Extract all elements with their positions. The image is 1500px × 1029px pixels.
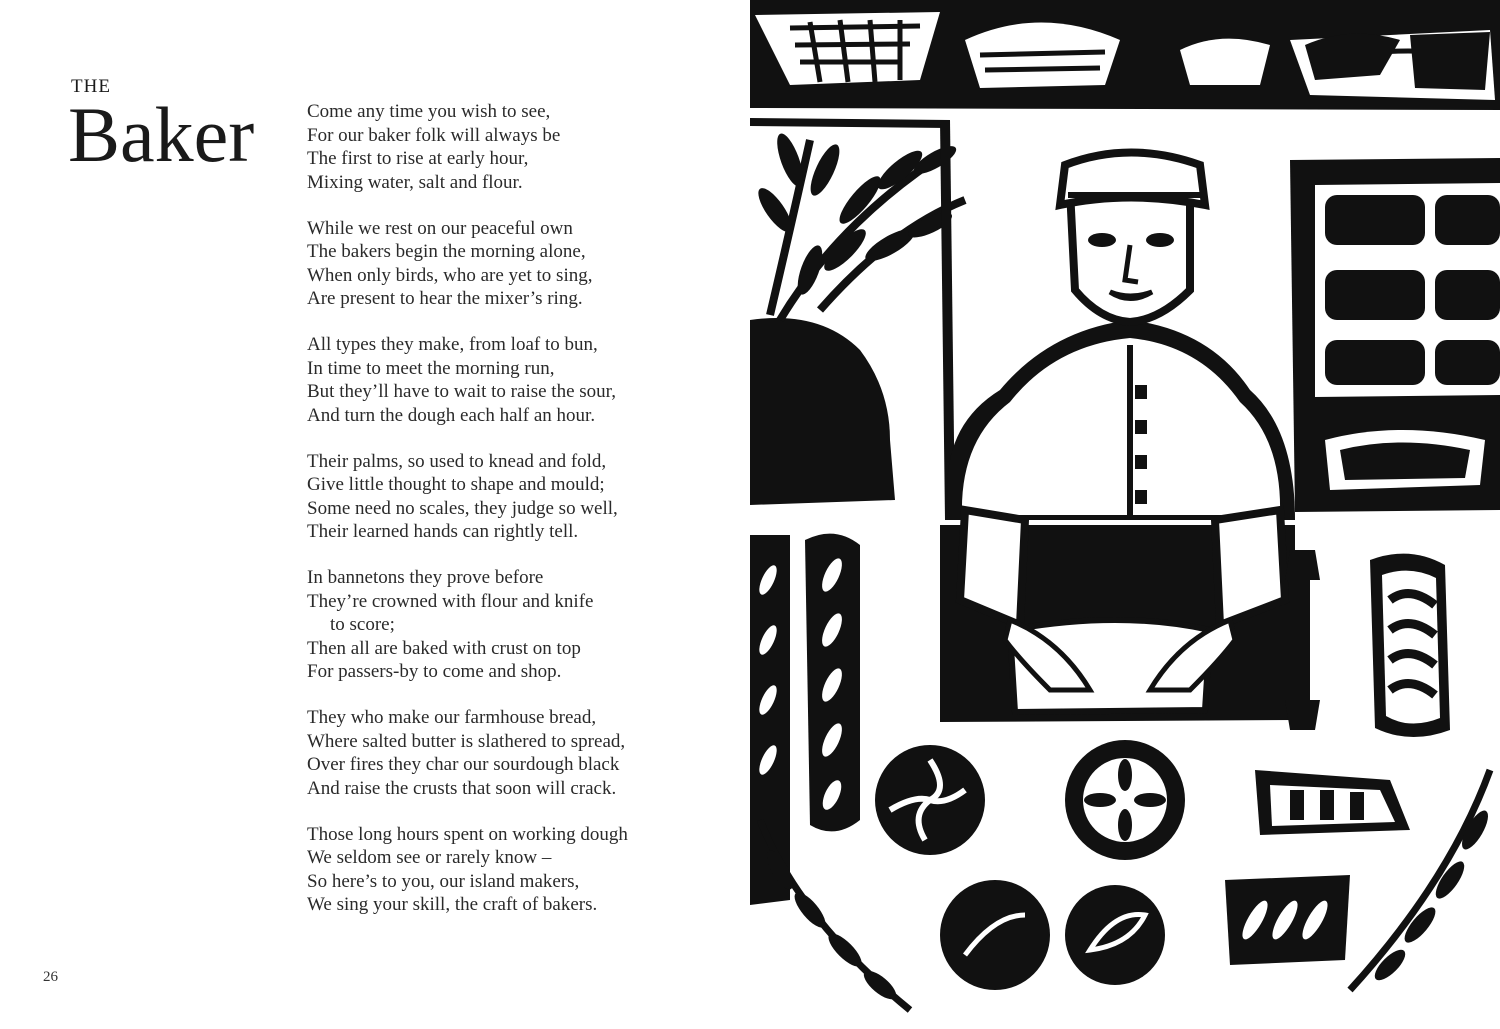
round-loaves [875, 740, 1185, 990]
poem-line: Where salted butter is slathered to spread, [307, 730, 626, 752]
vase [750, 318, 895, 505]
poem-line: But they’ll have to wait to raise the sour, [307, 381, 616, 402]
poem-line: For passers-by to come and shop. [307, 661, 562, 682]
poem-line: Come any time you wish to see, [307, 101, 551, 122]
page-title: Baker [68, 91, 255, 178]
poem-line: We seldom see or rarely know – [307, 847, 552, 868]
poem-line: All types they make, from loaf to bun, [307, 334, 598, 355]
stanza [307, 823, 707, 917]
title-prefix: THE [71, 76, 111, 97]
poem-line: Mixing water, salt and flour. [307, 171, 523, 193]
poem-line: Over fires they char our sourdough black [307, 754, 620, 775]
stanza [307, 217, 707, 311]
poem-line: And raise the crusts that soon will crack. [307, 777, 617, 799]
baker-linocut-illustration [750, 0, 1500, 1029]
poem-line: When only birds, who are yet to sing, [307, 264, 593, 286]
poem-line: So here’s to you, our island makers, [307, 870, 580, 892]
poem-line: They’re crowned with flour and knife [307, 590, 594, 612]
sliced-loaf [1255, 770, 1410, 835]
baguettes [750, 534, 860, 905]
poem-line: We sing your skill, the craft of bakers. [307, 894, 598, 915]
stanza [307, 333, 707, 427]
tin-loaf [1225, 875, 1350, 965]
poem [307, 100, 707, 939]
poem-line: And turn the dough each half an hour. [307, 404, 596, 426]
poem-line: The first to rise at early hour, [307, 148, 529, 169]
stanza [307, 450, 707, 544]
poem-line: Give little thought to shape and mould; [307, 474, 605, 495]
page-number: 26 [43, 969, 58, 985]
poem-line: While we rest on our peaceful own [307, 217, 573, 239]
bread-loaves [1325, 195, 1500, 385]
poem-line: Some need no scales, they judge so well, [307, 497, 618, 519]
patterned-loaf [1370, 554, 1450, 737]
stanza [307, 566, 707, 684]
poem-line: In bannetons they prove before [307, 567, 544, 588]
poem-line: They who make our farmhouse bread, [307, 707, 597, 728]
poem-line: Their palms, so used to knead and fold, [307, 450, 607, 472]
poem-line: Are present to hear the mixer’s ring. [307, 288, 583, 309]
poem-line: In time to meet the morning run, [307, 357, 555, 379]
poem-line: Their learned hands can rightly tell. [307, 521, 579, 542]
poem-line: Then all are baked with crust on top [307, 637, 581, 659]
poem-line: The bakers begin the morning alone, [307, 241, 586, 262]
poem-line: to score; [330, 614, 395, 635]
stanza [307, 706, 707, 800]
poem-line: For our baker folk will always be [307, 124, 561, 146]
stanza [307, 100, 707, 194]
poem-line: Those long hours spent on working dough [307, 823, 628, 845]
